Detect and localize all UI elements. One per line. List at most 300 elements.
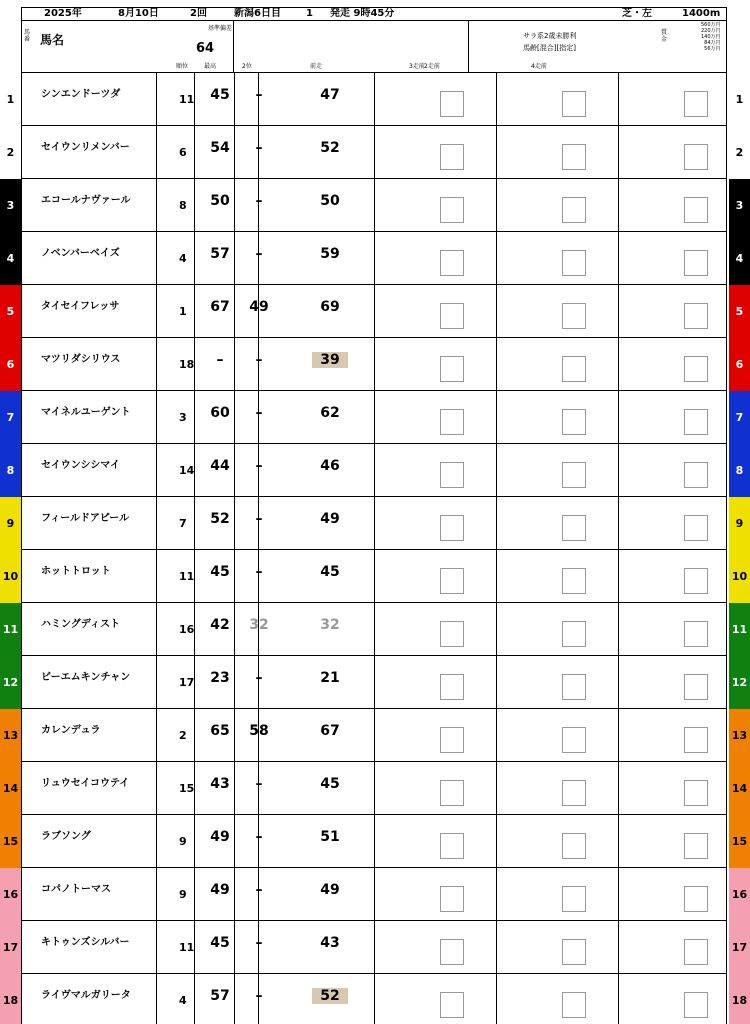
umaban-left: 9: [6, 517, 15, 530]
column-divider: [618, 391, 619, 444]
past-race-box: [562, 727, 586, 753]
frame-color-right: [729, 232, 750, 285]
past-race-box: [440, 91, 464, 117]
race-header: [0, 0, 750, 73]
past-race-box: [562, 886, 586, 912]
frame-color-right: [729, 391, 750, 444]
column-divider: [156, 603, 157, 656]
best-score: 45: [210, 935, 230, 951]
horse-name[interactable]: ホットトロット: [41, 566, 111, 577]
frame-color-left: [0, 73, 21, 126]
frame-color-right: [729, 974, 750, 1024]
frame-color-right: [729, 815, 750, 868]
prev-score: 45: [320, 776, 340, 792]
umaban-right: 10: [731, 570, 748, 583]
horse-name[interactable]: エコールナヴァール: [41, 195, 131, 206]
rank-value: 8: [179, 199, 187, 212]
umaban-header: 馬番: [24, 29, 31, 43]
column-divider: [194, 974, 195, 1024]
prev-score: 39: [312, 352, 348, 368]
column-divider: [194, 179, 195, 232]
best-score: 44: [210, 458, 230, 474]
race-name: サラ系2歳未勝利: [523, 32, 577, 40]
prev-score: 43: [320, 935, 340, 951]
prev-score: 52: [320, 140, 340, 156]
prev-score: 49: [320, 882, 340, 898]
second-score: –: [255, 193, 263, 209]
umaban-left: 17: [2, 941, 19, 954]
umaban-right: 14: [731, 782, 748, 795]
frame-color-left: [0, 921, 21, 974]
column-divider: [618, 603, 619, 656]
horse-row[interactable]: [21, 73, 727, 126]
column-divider: [496, 179, 497, 232]
column-divider: [496, 338, 497, 391]
umaban-left: 11: [2, 623, 19, 636]
column-divider: [496, 974, 497, 1024]
second-score: –: [255, 511, 263, 527]
past-race-box: [562, 409, 586, 435]
column-divider: [194, 815, 195, 868]
second-score: –: [255, 246, 263, 262]
frame-color-right: [729, 444, 750, 497]
rank-value: 17: [179, 676, 195, 689]
past-race-box: [684, 197, 708, 223]
column-divider: [374, 391, 375, 444]
column-divider: [618, 921, 619, 974]
column-divider: [156, 762, 157, 815]
umaban-right: 17: [731, 941, 748, 954]
best-score: 57: [210, 988, 230, 1004]
prev-score: 69: [320, 299, 340, 315]
rank-value: 3: [179, 411, 187, 424]
column-divider: [618, 656, 619, 709]
past-race-box: [562, 674, 586, 700]
past-race-box: [440, 144, 464, 170]
horse-row[interactable]: [21, 656, 727, 709]
column-divider: [374, 815, 375, 868]
horse-row[interactable]: [21, 285, 727, 338]
column-divider: [374, 338, 375, 391]
column-divider: [618, 232, 619, 285]
race-year: 2025年: [44, 8, 82, 19]
prize-list: [701, 22, 721, 52]
past-race-box: [562, 356, 586, 382]
past-race-box: [440, 303, 464, 329]
second-score: –: [255, 670, 263, 686]
prize-3: 140万円: [701, 34, 721, 40]
horse-row[interactable]: [21, 126, 727, 179]
column-divider: [374, 603, 375, 656]
past-race-box: [684, 833, 708, 859]
umaban-left: 12: [2, 676, 19, 689]
past-race-box: [684, 992, 708, 1018]
frame-color-left: [0, 974, 21, 1024]
column-divider: [618, 762, 619, 815]
column-divider: [618, 179, 619, 232]
horse-row[interactable]: [21, 338, 727, 391]
column-divider: [496, 762, 497, 815]
rank-value: 4: [179, 252, 187, 265]
rank-value: 18: [179, 358, 195, 371]
rank-header: 順位: [176, 63, 189, 70]
horse-name[interactable]: ラブソング: [41, 831, 91, 842]
column-divider: [194, 868, 195, 921]
column-divider: [618, 709, 619, 762]
rank-value: 14: [179, 464, 195, 477]
second-score: 32: [249, 617, 269, 633]
rank-value: 7: [179, 517, 187, 530]
frame-color-right: [729, 497, 750, 550]
umaban-left: 14: [2, 782, 19, 795]
race-kai: 2回: [190, 8, 207, 19]
column-divider: [156, 974, 157, 1024]
umaban-right: 18: [731, 994, 748, 1007]
horse-name[interactable]: カレンデュラ: [41, 725, 101, 736]
column-divider: [194, 126, 195, 179]
column-divider: [496, 656, 497, 709]
past-race-box: [440, 197, 464, 223]
horse-row[interactable]: [21, 232, 727, 285]
past-race-box: [684, 250, 708, 276]
past-race-box: [562, 939, 586, 965]
column-divider: [496, 603, 497, 656]
column-divider: [496, 285, 497, 338]
umaban-left: 18: [2, 994, 19, 1007]
umaban-left: 1: [6, 93, 15, 106]
past-race-box: [562, 250, 586, 276]
horse-name[interactable]: ビーエムキンチャン: [41, 672, 131, 683]
column-divider: [374, 126, 375, 179]
best-score: 49: [210, 829, 230, 845]
frame-color-left: [0, 497, 21, 550]
horse-name-header: 馬名: [40, 33, 65, 47]
horse-row[interactable]: [21, 179, 727, 232]
prev-score: 51: [320, 829, 340, 845]
base-value: 64: [196, 41, 215, 56]
horse-name[interactable]: ライヴマルガリータ: [41, 990, 131, 1001]
umaban-left: 16: [2, 888, 19, 901]
past-race-box: [562, 780, 586, 806]
horse-name[interactable]: マイネルユーゲント: [41, 407, 131, 418]
umaban-left: 13: [2, 729, 19, 742]
umaban-right: 3: [735, 199, 744, 212]
best-score: 54: [210, 140, 230, 156]
column-divider: [156, 391, 157, 444]
race-date: 8月10日: [118, 8, 159, 19]
rank-value: 6: [179, 146, 187, 159]
column-divider: [194, 497, 195, 550]
prize-5: 56万円: [704, 46, 721, 52]
race-distance: 1400m: [682, 8, 721, 19]
horse-name[interactable]: ノベンバーベイズ: [41, 248, 120, 259]
best-score: 45: [210, 564, 230, 580]
second-score: –: [255, 988, 263, 1004]
frame-color-left: [0, 126, 21, 179]
past-race-box: [440, 250, 464, 276]
column-divider: [496, 550, 497, 603]
horse-name[interactable]: セイウンリメンバー: [41, 142, 130, 153]
frame-color-right: [729, 126, 750, 179]
rank-value: 11: [179, 570, 195, 583]
column-divider: [156, 126, 157, 179]
frame-color-left: [0, 603, 21, 656]
second-header: 2位: [242, 63, 252, 70]
frame-color-left: [0, 656, 21, 709]
past-race-box: [440, 515, 464, 541]
past-race-box: [562, 462, 586, 488]
second-score: –: [255, 935, 263, 951]
column-divider: [496, 709, 497, 762]
base-deviation-label: 基準偏差: [208, 25, 233, 32]
rank-value: 11: [179, 93, 195, 106]
past-race-box: [440, 992, 464, 1018]
horse-row[interactable]: [21, 497, 727, 550]
past-race-box: [440, 780, 464, 806]
second-score: –: [255, 140, 263, 156]
column-divider: [496, 126, 497, 179]
column-divider: [156, 709, 157, 762]
frame-color-left: [0, 444, 21, 497]
column-divider: [374, 921, 375, 974]
prize-4: 84万円: [704, 40, 721, 46]
umaban-left: 10: [2, 570, 19, 583]
horse-name[interactable]: キトゥンズシルバー: [41, 937, 130, 948]
past-race-box: [684, 780, 708, 806]
best-score: 65: [210, 723, 230, 739]
column-divider: [496, 868, 497, 921]
column-divider: [618, 868, 619, 921]
umaban-left: 4: [6, 252, 15, 265]
best-score: 43: [210, 776, 230, 792]
best-score: 50: [210, 193, 230, 209]
second-score: 49: [249, 299, 269, 315]
past-race-box: [440, 621, 464, 647]
best-score: 60: [210, 405, 230, 421]
best-score: 45: [210, 87, 230, 103]
horse-name[interactable]: セイウンシシマイ: [41, 460, 120, 471]
race-conditions: 馬齢[混合][指定]: [523, 44, 576, 52]
past-race-box: [684, 886, 708, 912]
past-race-box: [684, 144, 708, 170]
best-score: 23: [210, 670, 230, 686]
column-divider: [618, 550, 619, 603]
prev-header: 前走: [310, 63, 323, 70]
prev-score: 62: [320, 405, 340, 421]
prev-score: 67: [320, 723, 340, 739]
horse-row[interactable]: [21, 762, 727, 815]
best-score: –: [216, 352, 224, 368]
umaban-right: 12: [731, 676, 748, 689]
second-score: –: [255, 352, 263, 368]
umaban-left: 7: [6, 411, 15, 424]
past-race-box: [684, 939, 708, 965]
frame-color-left: [0, 391, 21, 444]
prev-score: 47: [320, 87, 340, 103]
past-race-box: [562, 833, 586, 859]
frame-color-right: [729, 73, 750, 126]
prev2-header: 2走前: [424, 63, 440, 70]
race-title-bar: [21, 7, 727, 21]
frame-color-right: [729, 179, 750, 232]
umaban-right: 15: [731, 835, 748, 848]
column-divider: [374, 656, 375, 709]
frame-color-right: [729, 709, 750, 762]
past-race-box: [684, 674, 708, 700]
past-race-box: [562, 515, 586, 541]
frame-color-left: [0, 338, 21, 391]
frame-color-left: [0, 232, 21, 285]
past-race-box: [562, 568, 586, 594]
column-divider: [156, 656, 157, 709]
column-divider: [496, 497, 497, 550]
prize-1: 560万円: [701, 22, 721, 28]
frame-color-left: [0, 550, 21, 603]
past-race-box: [684, 727, 708, 753]
umaban-right: 6: [735, 358, 744, 371]
rank-value: 1: [179, 305, 187, 318]
column-divider: [374, 232, 375, 285]
column-divider: [194, 285, 195, 338]
column-divider: [496, 232, 497, 285]
frame-color-right: [729, 550, 750, 603]
prev-score: 46: [320, 458, 340, 474]
horse-row[interactable]: [21, 868, 727, 921]
umaban-right: 4: [735, 252, 744, 265]
past-race-box: [562, 992, 586, 1018]
column-divider: [156, 73, 157, 126]
frame-color-right: [729, 656, 750, 709]
second-score: –: [255, 564, 263, 580]
column-divider: [496, 391, 497, 444]
column-divider: [496, 815, 497, 868]
frame-color-left: [0, 762, 21, 815]
umaban-left: 3: [6, 199, 15, 212]
umaban-right: 2: [735, 146, 744, 159]
column-divider: [156, 179, 157, 232]
horse-row[interactable]: [21, 391, 727, 444]
second-score: –: [255, 882, 263, 898]
horse-row[interactable]: [21, 444, 727, 497]
past-race-box: [440, 674, 464, 700]
column-divider: [156, 232, 157, 285]
past-race-box: [562, 144, 586, 170]
horse-name[interactable]: シンエンドーツダ: [41, 89, 121, 100]
rank-value: 11: [179, 941, 195, 954]
past-race-box: [684, 356, 708, 382]
horse-name[interactable]: ハミングディスト: [41, 619, 120, 630]
horse-name[interactable]: タイセイフレッサ: [41, 301, 120, 312]
column-divider: [496, 73, 497, 126]
rank-value: 2: [179, 729, 187, 742]
column-divider: [618, 285, 619, 338]
frame-color-right: [729, 338, 750, 391]
column-divider: [618, 73, 619, 126]
horse-row[interactable]: [21, 603, 727, 656]
prev-score: 59: [320, 246, 340, 262]
column-divider: [618, 126, 619, 179]
horse-row[interactable]: [21, 550, 727, 603]
past-race-box: [440, 727, 464, 753]
umaban-left: 8: [6, 464, 15, 477]
umaban-left: 6: [6, 358, 15, 371]
best-score: 67: [210, 299, 230, 315]
umaban-right: 8: [735, 464, 744, 477]
past-race-box: [440, 939, 464, 965]
second-score: 58: [249, 723, 269, 739]
best-score: 52: [210, 511, 230, 527]
column-divider: [618, 974, 619, 1024]
column-divider: [496, 444, 497, 497]
umaban-right: 9: [735, 517, 744, 530]
second-score: –: [255, 87, 263, 103]
horse-name[interactable]: コパノトーマス: [41, 884, 111, 895]
umaban-right: 5: [735, 305, 744, 318]
prev-score: 32: [320, 617, 340, 633]
horse-row[interactable]: [21, 815, 727, 868]
best-score: 57: [210, 246, 230, 262]
horse-row[interactable]: [21, 709, 727, 762]
rank-value: 4: [179, 994, 187, 1007]
horse-name[interactable]: リュウセイコウテイ: [41, 778, 130, 789]
prize-2: 220万円: [701, 28, 721, 34]
column-divider: [374, 868, 375, 921]
horse-name[interactable]: フィールドアピール: [41, 513, 130, 524]
column-divider: [156, 497, 157, 550]
column-divider: [156, 921, 157, 974]
frame-color-right: [729, 285, 750, 338]
umaban-right: 1: [735, 93, 744, 106]
prev-score: 50: [320, 193, 340, 209]
column-divider: [496, 921, 497, 974]
prev-score: 21: [320, 670, 340, 686]
column-divider: [618, 815, 619, 868]
column-divider: [156, 338, 157, 391]
frame-color-left: [0, 815, 21, 868]
frame-color-right: [729, 603, 750, 656]
horse-row[interactable]: [21, 974, 727, 1024]
prev-score: 49: [320, 511, 340, 527]
frame-color-left: [0, 868, 21, 921]
past-race-box: [440, 886, 464, 912]
best-score: 42: [210, 617, 230, 633]
umaban-left: 15: [2, 835, 19, 848]
past-race-box: [684, 91, 708, 117]
column-divider: [374, 444, 375, 497]
umaban-right: 11: [731, 623, 748, 636]
rank-value: 9: [179, 888, 187, 901]
track-surface: 芝・左: [622, 8, 652, 19]
column-divider: [156, 815, 157, 868]
column-divider: [156, 444, 157, 497]
horse-row[interactable]: [21, 921, 727, 974]
frame-color-right: [729, 921, 750, 974]
horse-name[interactable]: マツリダシリウス: [41, 354, 121, 365]
second-score: –: [255, 405, 263, 421]
column-divider: [618, 444, 619, 497]
umaban-left: 2: [6, 146, 15, 159]
past-race-box: [684, 462, 708, 488]
past-race-box: [562, 621, 586, 647]
past-race-box: [684, 303, 708, 329]
prev-score: 45: [320, 564, 340, 580]
column-divider: [156, 550, 157, 603]
race-venue: 新潟6日目: [234, 8, 281, 19]
column-divider: [374, 73, 375, 126]
second-score: –: [255, 458, 263, 474]
frame-color-right: [729, 868, 750, 921]
column-divider: [156, 285, 157, 338]
